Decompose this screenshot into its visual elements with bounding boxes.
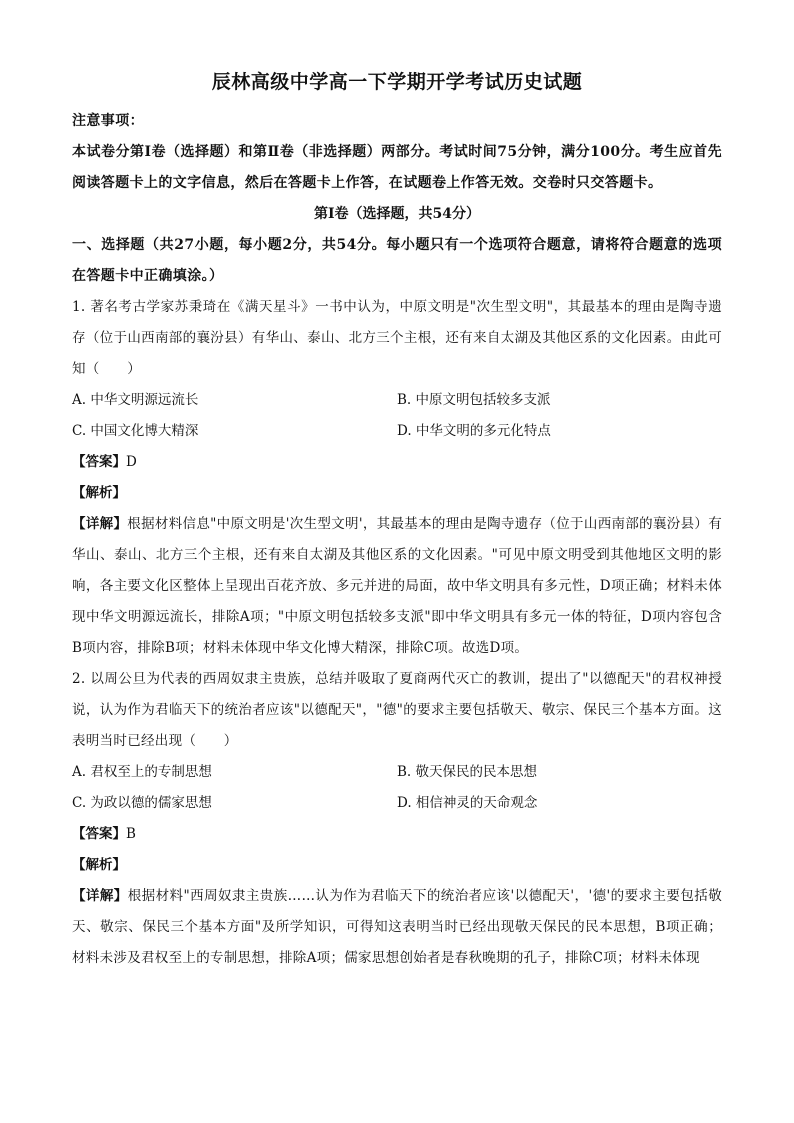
answer-value: B — [126, 826, 136, 842]
question-2 — [72, 664, 722, 974]
option-d: D. 中华文明的多元化特点 — [397, 423, 551, 439]
detail-paragraph — [72, 509, 722, 664]
analysis-line — [72, 850, 722, 881]
question-1 — [72, 292, 722, 664]
answer-label: 【答案】 — [72, 826, 126, 842]
question-stem: 2. 以周公旦为代表的西周奴隶主贵族，总结并吸取了夏商两代灭亡的教训，提出了"以德配天"的君权神授说，认为作为君临天下的统治者应该"以德配天"，"德"的要求主要包括敬天、敬宗、保民三个基本方面。这表明当时已经出现（ ） — [72, 671, 722, 749]
question-stem: 1. 著名考古学家苏秉琦在《满天星斗》一书中认为，中原文明是"次生型文明"，其最基本的理由是陶寺遗存（位于山西南部的襄汾县）有华山、泰山、北方三个主根，还有来自太湖及其他区系的文化因素。由此可知（ ） — [72, 299, 722, 377]
option-d: D. 相信神灵的天命观念 — [397, 795, 538, 811]
exam-title: 辰林高级中学高一下学期开学考试历史试题 — [211, 71, 583, 93]
analysis-line — [72, 478, 722, 509]
answer-line — [72, 447, 722, 478]
option-c: C. 为政以德的儒家思想 — [72, 795, 212, 811]
question-options — [72, 385, 722, 447]
analysis-label: 【解析】 — [72, 857, 126, 873]
part1-title: 第Ⅰ卷（选择题，共54分） — [313, 206, 481, 222]
notice-heading: 注意事项： — [72, 113, 144, 129]
option-b: B. 敬天保民的民本思想 — [397, 764, 538, 780]
notice-text: 本试卷分第Ⅰ卷（选择题）和第Ⅱ卷（非选择题）两部分。考试时间75分钟，满分100分。考生应首先阅读答题卡上的文字信息，然后在答题卡上作答，在试题卷上作答无效。交卷时只交答题卡。 — [72, 144, 722, 191]
option-b: B. 中原文明包括较多支派 — [397, 392, 551, 408]
detail-text: 根据材料"西周奴隶主贵族……认为作为君临天下的统治者应该'以德配天'，'德'的要求主要包括敬天、敬宗、保民三个基本方面"及所学知识，可得知这表明当时已经出现敬天保民的民本思想，B项正确；材料未涉及君权至上的专制思想，排除A项；儒家思想创始者是春秋晚期的孔子，排除C项；材料未体现 — [72, 888, 723, 966]
answer-label: 【答案】 — [72, 454, 126, 470]
answer-value: D — [126, 454, 137, 470]
detail-paragraph — [72, 881, 722, 974]
option-c: C. 中国文化博大精深 — [72, 423, 199, 439]
section1-instruction: 一、选择题（共27小题，每小题2分，共54分。每小题只有一个选项符合题意，请将符合题意的选项在答题卡中正确填涂。） — [72, 237, 722, 284]
option-a: A. 中华文明源远流长 — [72, 392, 199, 408]
detail-label: 【详解】 — [72, 516, 128, 532]
detail-text: 根据材料信息"中原文明是'次生型文明'，其最基本的理由是陶寺遗存（位于山西南部的襄汾县）有华山、泰山、北方三个主根，还有来自太湖及其他区系的文化因素。"可见中原文明受到其他地区文明的影响，各主要文化区整体上呈现出百花齐放、多元并进的局面，故中华文明具有多元性，D项正确；材料未体现中华文明源远流长，排除A项；"中原文明包括较多支派"即中华文明具有多元一体的特征，D项内容包含B项内容，排除B项；材料未体现中华文化博大精深，排除C项。故选D项。 — [72, 516, 722, 656]
option-a: A. 君权至上的专制思想 — [72, 764, 212, 780]
document-page — [72, 64, 722, 974]
question-options — [72, 757, 722, 819]
detail-label: 【详解】 — [72, 888, 128, 904]
analysis-label: 【解析】 — [72, 485, 126, 501]
answer-line — [72, 819, 722, 850]
